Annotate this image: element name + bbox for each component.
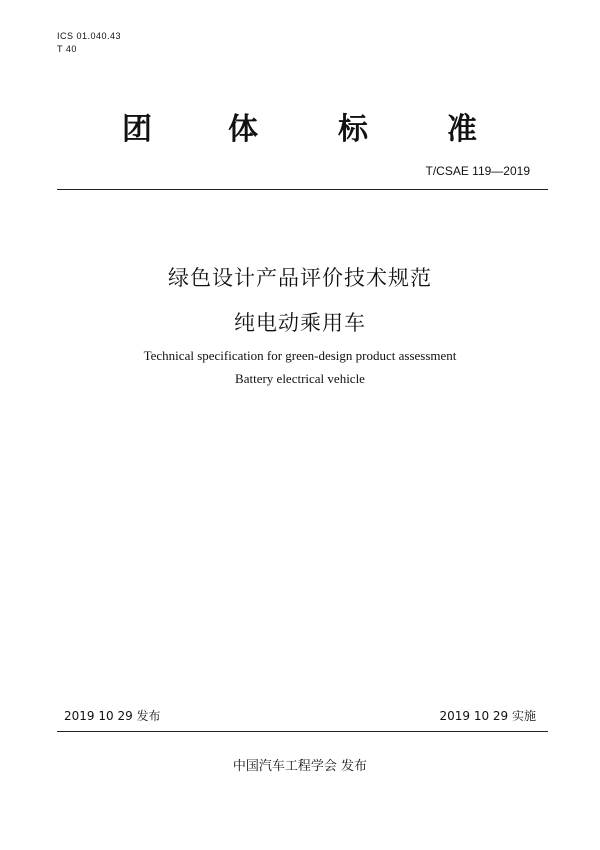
group-standard-banner [0, 108, 600, 152]
banner-char-3: 标 [338, 112, 368, 147]
publisher: 中国汽车工程学会 发布 [232, 759, 368, 774]
title-en-line2: Battery electrical vehicle [235, 371, 365, 386]
title-cn-line1: 绿色设计产品评价技术规范 [168, 266, 432, 290]
top-divider [57, 189, 548, 190]
title-cn-line2: 纯电动乘用车 [234, 311, 366, 335]
bottom-divider [57, 731, 548, 732]
title-en-line1: Technical specification for green-design product assessment [143, 348, 457, 363]
banner-char-2: 体 [228, 112, 258, 147]
standard-number: T/CSAE 119—2019 [425, 164, 530, 178]
publish-date: 2019 10 29 发布 [64, 709, 161, 723]
banner-char-1: 团 [122, 112, 152, 147]
classification-codes [57, 30, 121, 56]
banner-char-4: 准 [447, 112, 477, 147]
category-code: T 40 [57, 44, 77, 54]
ics-code: ICS 01.040.43 [57, 31, 122, 41]
implementation-date: 2019 10 29 实施 [439, 709, 536, 723]
